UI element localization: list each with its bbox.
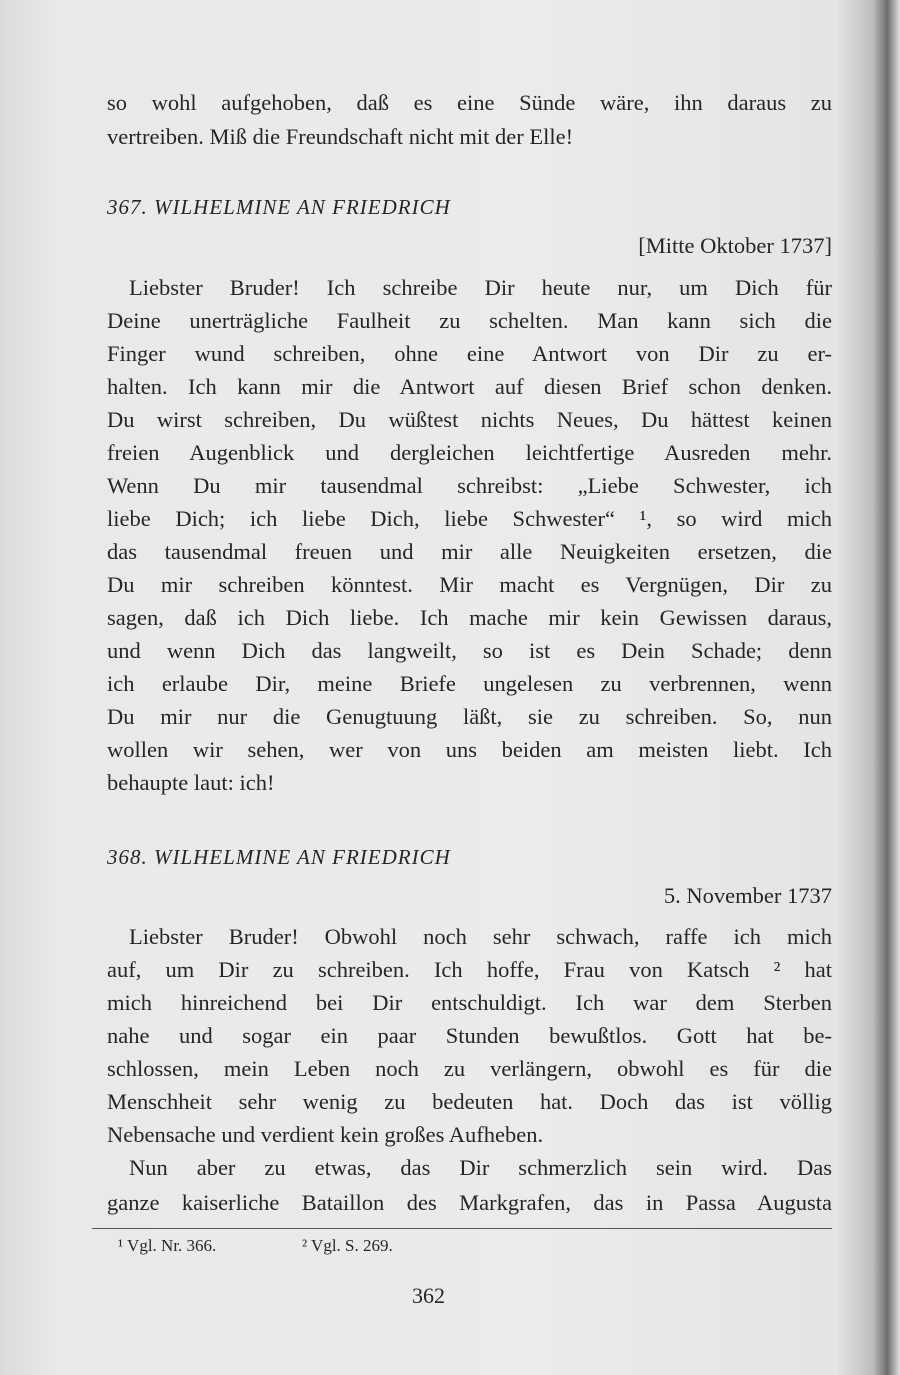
- body-line: vertreiben. Miß die Freundschaft nicht mit der Elle!: [107, 124, 574, 149]
- body-line: behaupte laut: ich!: [107, 770, 275, 795]
- body-line: und wenn Dich das langweilt, so ist es Dein Schade; denn: [107, 638, 832, 663]
- body-line: Deine unerträgliche Faulheit zu schelten. Man kann sich die: [107, 308, 832, 333]
- body-line: Du wirst schreiben, Du wüßtest nichts Neues, Du hättest keinen: [107, 407, 832, 432]
- footnote-divider: [92, 1228, 832, 1229]
- body-line: wollen wir sehen, wer von uns beiden am meisten liebt. Ich: [107, 737, 832, 762]
- body-line: Du mir nur die Genugtuung läßt, sie zu schreiben. So, nun: [107, 704, 832, 729]
- body-line: Nebensache und verdient kein großes Aufheben.: [107, 1122, 544, 1147]
- body-line: freien Augenblick und dergleichen leichtfertige Ausreden mehr.: [107, 440, 832, 465]
- body-line: schlossen, mein Leben noch zu verlängern, obwohl es für die: [107, 1056, 832, 1081]
- body-line: Liebster Bruder! Obwohl noch sehr schwach, raffe ich mich: [129, 924, 832, 949]
- body-line: ich erlaube Dir, meine Briefe ungelesen zu verbrennen, wenn: [107, 671, 832, 696]
- body-line: Nun aber zu etwas, das Dir schmerzlich sein wird. Das: [129, 1155, 832, 1180]
- body-line: Liebster Bruder! Ich schreibe Dir heute nur, um Dich für: [129, 275, 832, 300]
- body-line: nahe und sogar ein paar Stunden bewußtlos. Gott hat be-: [107, 1023, 832, 1048]
- body-line: halten. Ich kann mir die Antwort auf diesen Brief schon denken.: [107, 374, 832, 399]
- letter-date: [Mitte Oktober 1737]: [638, 233, 832, 258]
- body-line: ganze kaiserliche Bataillon des Markgrafen, das in Passa Augusta: [107, 1190, 832, 1215]
- body-line: so wohl aufgehoben, daß es eine Sünde wäre, ihn daraus zu: [107, 90, 832, 115]
- footnote-2: ² Vgl. S. 269.: [302, 1236, 393, 1255]
- letter-heading: 367. WILHELMINE AN FRIEDRICH: [107, 195, 451, 219]
- body-line: Du mir schreiben könntest. Mir macht es Vergnügen, Dir zu: [107, 572, 832, 597]
- body-line: auf, um Dir zu schreiben. Ich hoffe, Frau von Katsch ² hat: [107, 957, 832, 982]
- body-line: Menschheit sehr wenig zu bedeuten hat. Doch das ist völlig: [107, 1089, 832, 1114]
- body-line: sagen, daß ich Dich liebe. Ich mache mir kein Gewissen daraus,: [107, 605, 832, 630]
- body-line: Finger wund schreiben, ohne eine Antwort von Dir zu er-: [107, 341, 832, 366]
- letter-date: 5. November 1737: [663, 883, 832, 908]
- body-line: Wenn Du mir tausendmal schreibst: „Liebe Schwester, ich: [107, 473, 832, 498]
- body-line: das tausendmal freuen und mir alle Neuigkeiten ersetzen, die: [107, 539, 832, 564]
- body-line: mich hinreichend bei Dir entschuldigt. Ich war dem Sterben: [107, 990, 832, 1015]
- body-line: liebe Dich; ich liebe Dich, liebe Schwester“ ¹, so wird mich: [107, 506, 832, 531]
- letter-heading: 368. WILHELMINE AN FRIEDRICH: [107, 845, 451, 869]
- footnote-1: ¹ Vgl. Nr. 366.: [118, 1236, 217, 1255]
- page-number: 362: [412, 1283, 445, 1308]
